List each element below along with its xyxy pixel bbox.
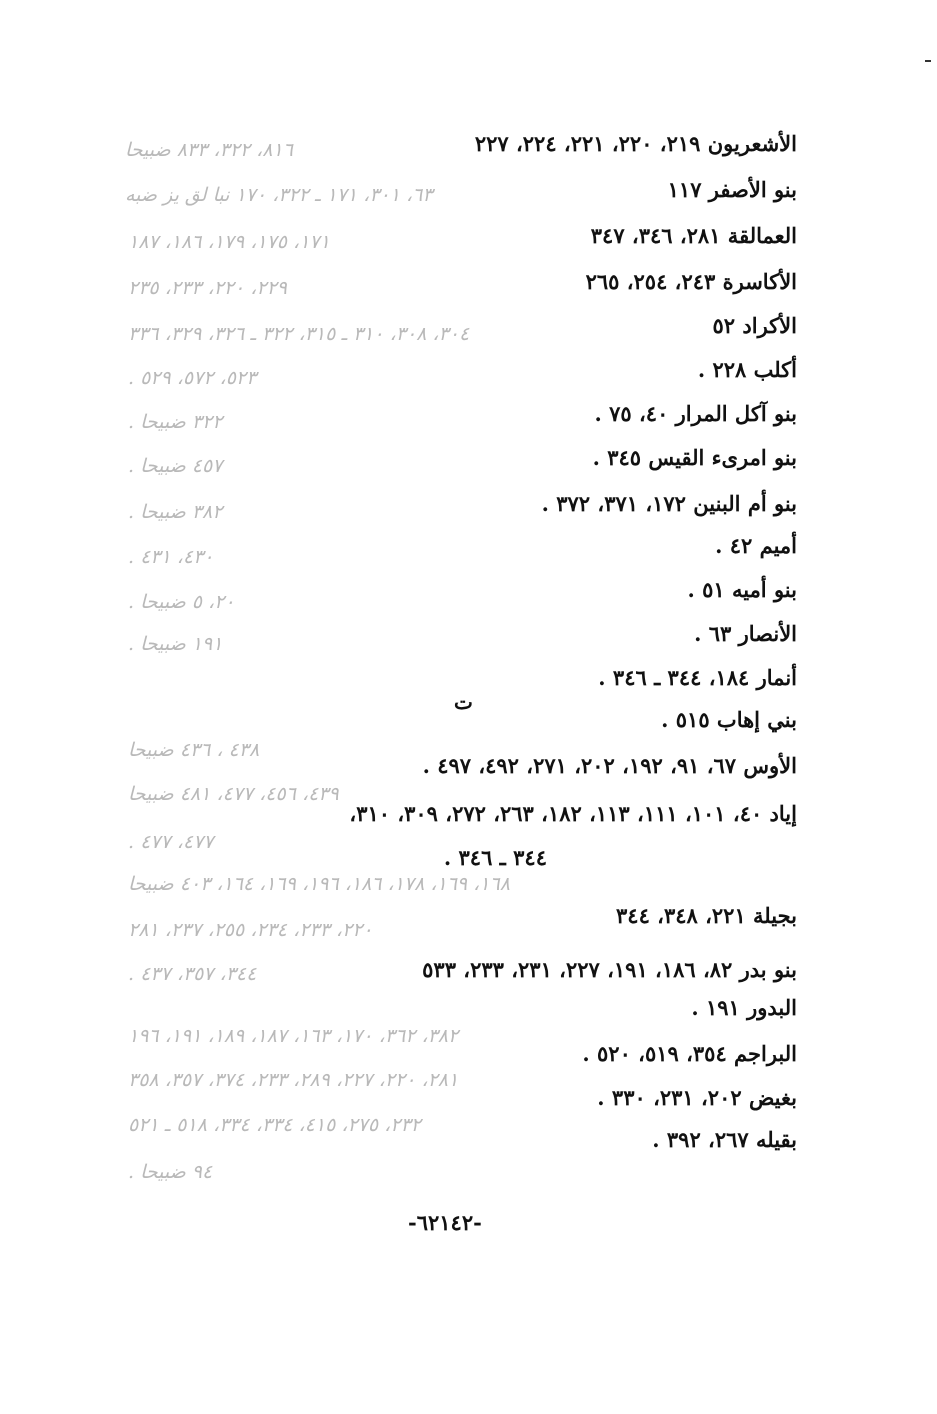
index-entry: الأنصار ٦٣ . [694, 621, 797, 646]
section-letter: ت [454, 690, 473, 714]
bleed-through-line: ١٧١، ١٧٥، ١٧٩، ١٨٦، ١٨٧ [128, 231, 330, 253]
bleed-through-line: ٢٢٠، ٢٣٣، ٢٣٤، ٢٥٥، ٢٣٧، ٢٨١ [128, 919, 373, 941]
bleed-through-line: ٢٠، ٥ ضبيحا . [128, 591, 235, 613]
bleed-through-line: ١٦٨، ١٦٩، ١٧٨، ١٨٦، ١٩٦، ١٦٩، ١٦٤، ٤٠٣ ضبيحا [128, 873, 510, 895]
index-entry: بنو الأصفر ١١٧ [667, 177, 797, 202]
index-entry: بنو امرىء القيس ٣٤٥ . [592, 445, 797, 470]
bleed-through-line: ٥٢٣، ٥٧٢، ٥٢٩ . [128, 367, 257, 389]
index-entry: العمالقة ٢٨١، ٣٤٦، ٣٤٧ [590, 223, 797, 248]
bleed-through-line: ٣٠٤، ٣٠٨، ٣١٠ ـ ٣١٥، ٣٢٢ ـ ٣٢٦، ٣٢٩، ٣٣٦ [128, 323, 470, 345]
index-entry: بجيلة ٢٢١، ٣٤٨، ٣٤٤ [616, 903, 797, 928]
index-entry: بنو بدر ٨٢، ١٨٦، ١٩١، ٢٢٧، ٢٣١، ٢٣٣، ٥٣٣ [422, 957, 797, 982]
index-entry: بنو آكل المرار ٤٠، ٧٥ . [594, 401, 797, 426]
margin-mark [925, 60, 931, 62]
bleed-through-line: ٤٥٧ ضبيحا . [128, 455, 223, 477]
index-entry: بغيض ٢٠٢، ٢٣١، ٣٣٠ . [597, 1085, 797, 1110]
bleed-through-line: ٢٢٩، ٢٢٠، ٢٣٣، ٢٣٥ [128, 277, 288, 299]
index-entry: الأوس ٦٧، ٩١، ١٩٢، ٢٠٢، ٢٧١، ٤٩٢، ٤٩٧ . [422, 753, 797, 778]
page-number: -٦٢١٤٢- [408, 1210, 482, 1235]
bleed-through-line: ١٩١ ضبيحا . [128, 633, 223, 655]
index-entry: بنو أميه ٥١ . [687, 577, 797, 602]
bleed-through-line: ٣٨٢، ٣٦٢، ١٧٠، ١٦٣، ١٨٧، ١٨٩، ١٩١، ١٩٦ [128, 1025, 459, 1047]
index-entry: بني إهاب ٥١٥ . [661, 707, 797, 732]
bleed-through-line: ٢٨١، ٢٢٠، ٢٢٧، ٢٨٩، ٢٣٣، ٣٧٤، ٣٥٧، ٣٥٨ [128, 1069, 459, 1091]
bleed-through-line: ٨١٦، ٣٢٢، ٨٣٣ ضبيحا [125, 139, 293, 161]
bleed-through-line: ٣٤٤، ٣٥٧، ٤٣٧ . [128, 963, 257, 985]
bleed-through-line: ٩٤ ضبيحا . [128, 1161, 213, 1183]
index-entry: بقيله ٢٦٧، ٣٩٢ . [652, 1127, 797, 1152]
index-entry: أنمار ١٨٤، ٣٤٤ ـ ٣٤٦ . [598, 665, 797, 690]
index-entry: البراجم ٣٥٤، ٥١٩، ٥٢٠ . [582, 1041, 797, 1066]
index-entry: إياد ٤٠، ١٠١، ١١١، ١١٣، ١٨٢، ٢٦٣، ٢٧٢، ٣٠٩، ٣١٠، [349, 801, 797, 826]
index-entry: الأشعريون ٢١٩، ٢٢٠، ٢٢١، ٢٢٤، ٢٢٧ [474, 131, 797, 156]
bleed-through-line: ٤٣٨ ، ٤٣٦ ضبيحا [128, 739, 260, 761]
index-entry-continuation: ٣٤٤ ـ ٣٤٦ . [443, 845, 547, 870]
index-entry: أكلب ٢٢٨ . [697, 357, 797, 382]
bleed-through-line: ٣٢٢ ضبيحا . [128, 411, 223, 433]
bleed-through-line: ٣٨٢ ضبيحا . [128, 501, 223, 523]
index-entry: بنو أم البنين ١٧٢، ٣٧١، ٣٧٢ . [541, 491, 797, 516]
index-entry: البدور ١٩١ . [691, 995, 797, 1020]
bleed-through-line: ٤٧٧، ٤٧٧ . [128, 831, 214, 853]
bleed-through-line: ٢٣٢، ٢٧٥، ٤١٥، ٣٣٤، ٣٣٤، ٥١٨ ـ ٥٢١ [128, 1114, 421, 1136]
bleed-through-line: ٦٣، ٣٠١، ١٧١ ـ ٣٢٢، ١٧٠ نبا لق يز ضبه [125, 184, 433, 206]
index-entry: الأكراد ٥٢ [712, 313, 797, 338]
bleed-through-line: ٤٣٩، ٤٥٦، ٤٧٧، ٤٨١ ضبيحا [128, 783, 339, 805]
index-entry: أميم ٤٢ . [715, 533, 797, 558]
bleed-through-line: ٤٣٠، ٤٣١ . [128, 546, 214, 568]
index-entry: الأكاسرة ٢٤٣، ٢٥٤، ٢٦٥ [585, 269, 797, 294]
